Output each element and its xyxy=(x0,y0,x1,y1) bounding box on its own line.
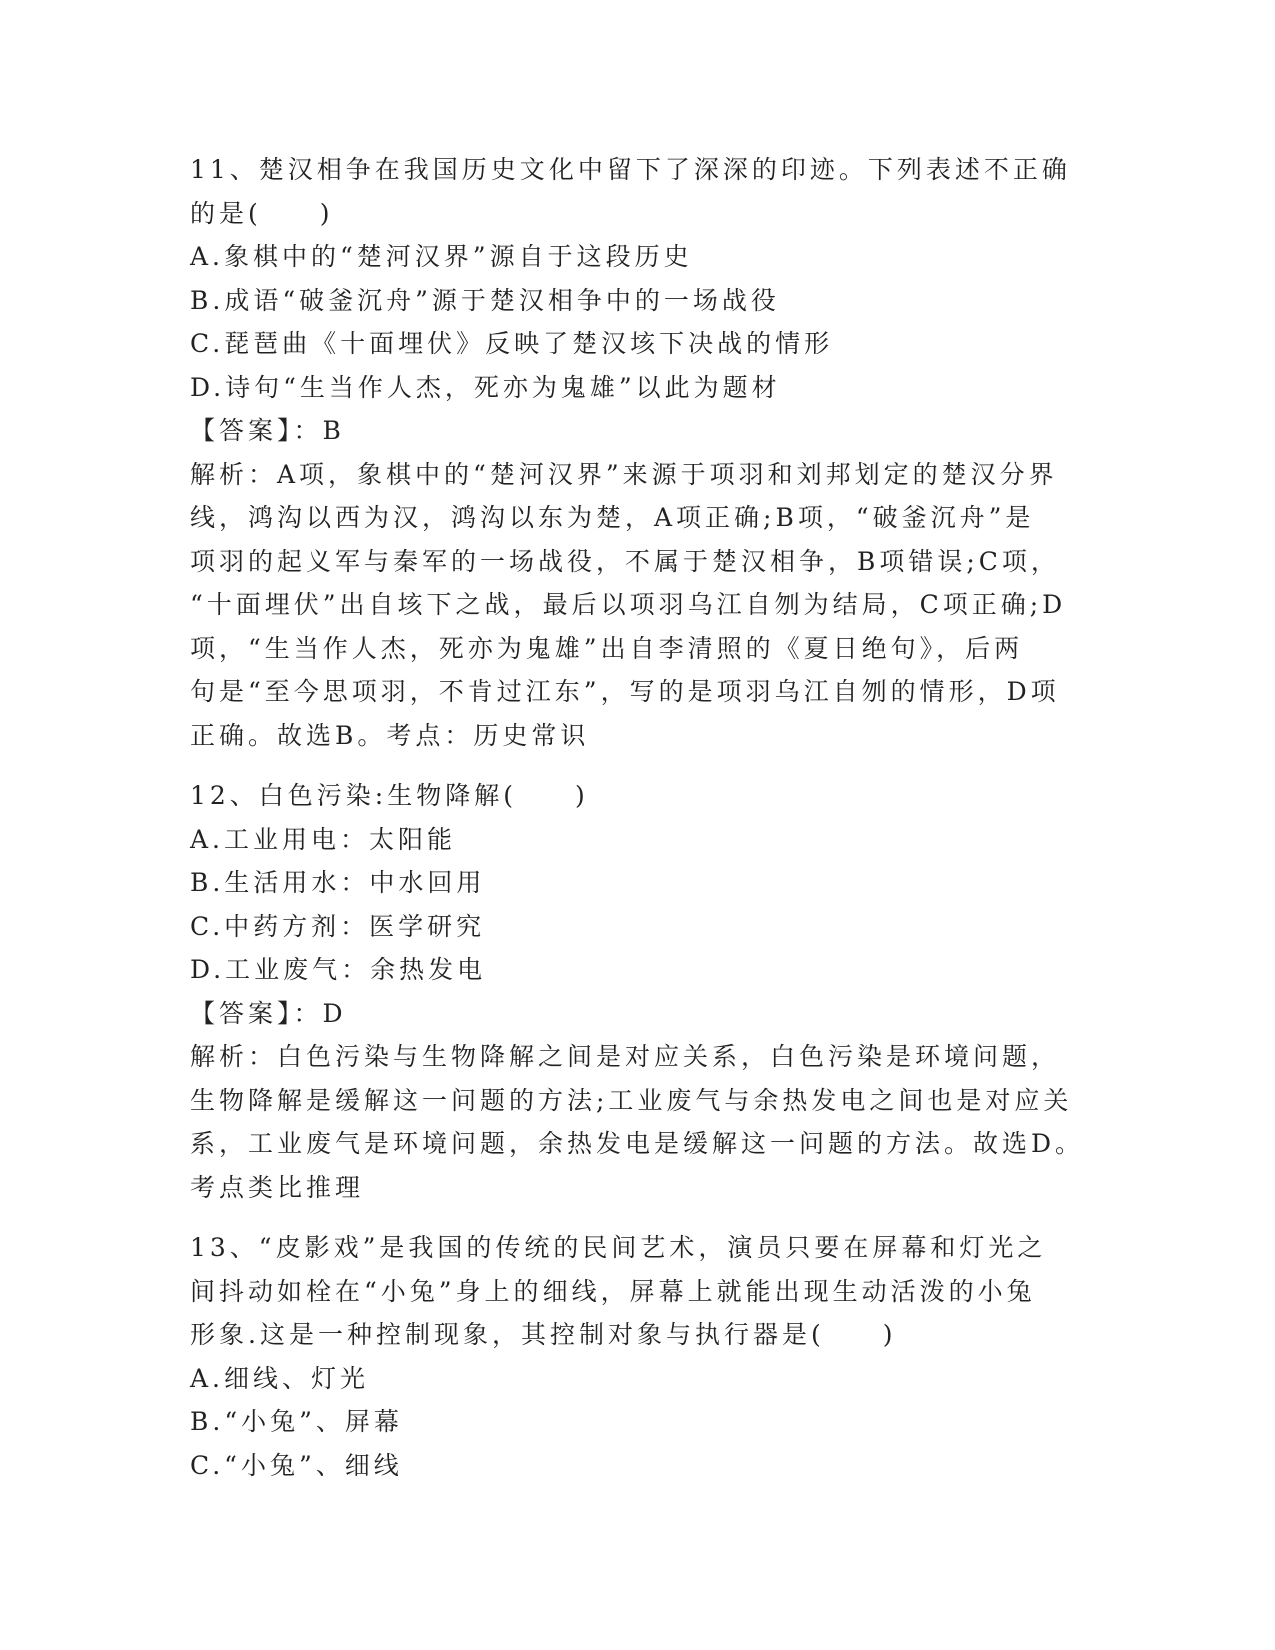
option-a: A.工业用电：太阳能 xyxy=(190,824,457,854)
analysis-line: 句是“至今思项羽，不肯过江东”，写的是项羽乌江自刎的情形，D项 xyxy=(190,677,1060,706)
option-b: B.“小兔”、屏幕 xyxy=(190,1407,403,1436)
option-d: D.工业废气：余热发电 xyxy=(190,955,487,984)
question-11 xyxy=(190,148,1090,757)
question-13 xyxy=(190,1226,1090,1487)
question-stem: 12、白色污染:生物降解( ) xyxy=(190,781,589,810)
option-b: B.成语“破釜沉舟”源于楚汉相争中的一场战役 xyxy=(190,285,780,315)
analysis-line: 考点类比推理 xyxy=(190,1172,365,1202)
analysis-line: 解析：白色污染与生物降解之间是对应关系，白色污染是环境问题， xyxy=(190,1042,1061,1071)
answer: 【答案】：D xyxy=(190,998,347,1028)
option-a: A.细线、灯光 xyxy=(190,1363,370,1393)
analysis-line: “十面埋伏”出自垓下之战，最后以项羽乌江自刎为结局，C项正确;D xyxy=(190,590,1067,619)
question-12 xyxy=(190,774,1090,1209)
option-b: B.生活用水：中水回用 xyxy=(190,868,486,897)
analysis-line: 项，“生当作人杰，死亦为鬼雄”出自李清照的《夏日绝句》，后两 xyxy=(190,633,1024,663)
analysis-line: 正确。故选B。考点：历史常识 xyxy=(190,720,590,750)
document-page xyxy=(190,148,1090,1487)
option-d: D.诗句“生当作人杰，死亦为鬼雄”以此为题材 xyxy=(190,372,781,402)
option-c: C.“小兔”、细线 xyxy=(190,1450,403,1480)
analysis-line: 解析：A项，象棋中的“楚河汉界”来源于项羽和刘邦划定的楚汉分界 xyxy=(190,459,1058,489)
option-c: C.琵琶曲《十面埋伏》反映了楚汉垓下决战的情形 xyxy=(190,329,834,358)
question-stem: 的是( ) xyxy=(190,198,334,228)
option-a: A.象棋中的“楚河汉界”源自于这段历史 xyxy=(190,242,693,271)
question-stem: 形象.这是一种控制现象，其控制对象与执行器是( ) xyxy=(190,1320,897,1349)
question-stem: 间抖动如栓在“小兔”身上的细线，屏幕上就能出现生动活泼的小兔 xyxy=(190,1276,1036,1306)
question-stem: 11、楚汉相争在我国历史文化中留下了深深的印迹。下列表述不正确 xyxy=(190,155,1071,184)
analysis-line: 生物降解是缓解这一问题的方法;工业废气与余热发电之间也是对应关 xyxy=(190,1085,1073,1115)
analysis-line: 线，鸿沟以西为汉，鸿沟以东为楚，A项正确;B项，“破釜沉舟”是 xyxy=(190,503,1035,532)
question-stem: 13、“皮影戏”是我国的传统的民间艺术，演员只要在屏幕和灯光之 xyxy=(190,1233,1047,1262)
option-c: C.中药方剂：医学研究 xyxy=(190,911,486,941)
analysis-line: 系，工业废气是环境问题，余热发电是缓解这一问题的方法。故选D。 xyxy=(190,1129,1085,1158)
analysis-line: 项羽的起义军与秦军的一场战役，不属于楚汉相争，B项错误;C项， xyxy=(190,546,1060,576)
answer: 【答案】：B xyxy=(190,416,345,445)
